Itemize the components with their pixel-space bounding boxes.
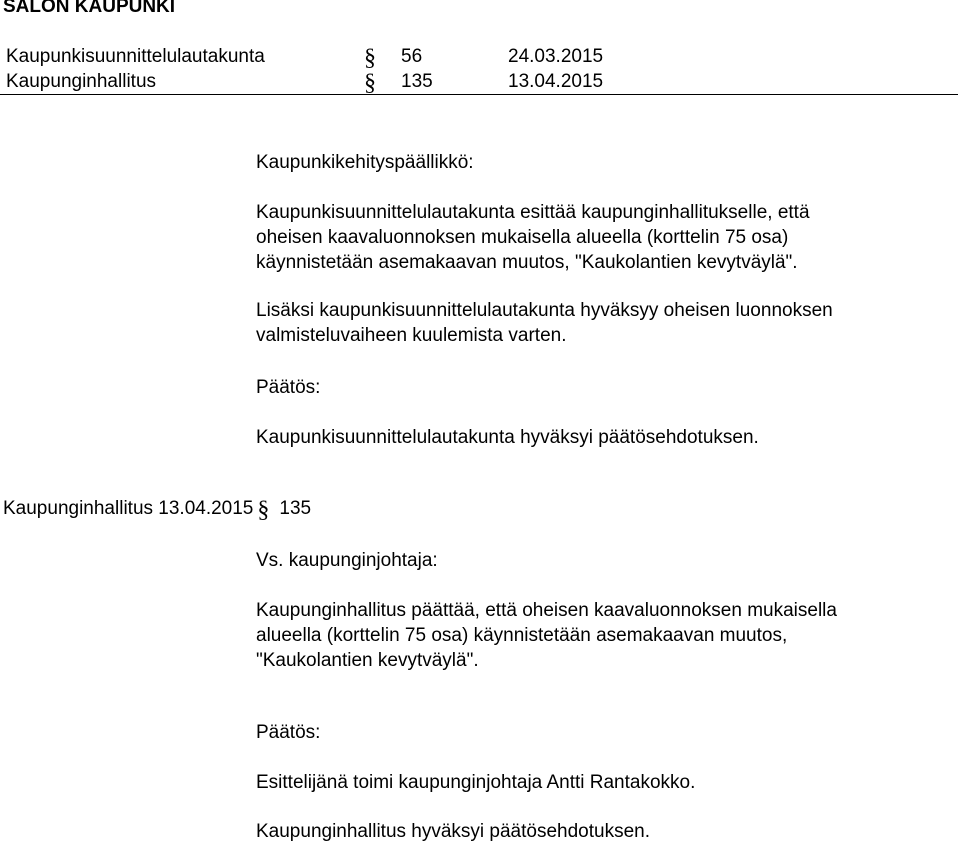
proposer-heading: Vs. kaupunginjohtaja: [256, 550, 438, 571]
preparer-heading: Kaupunkikehityspäällikkö: [256, 152, 474, 173]
board-section-number: 135 [279, 498, 312, 519]
section-sign-icon: § [257, 497, 270, 523]
header-date: 24.03.2015 [508, 46, 604, 67]
header-body-name: Kaupunkisuunnittelulautakunta [6, 46, 265, 67]
header-section-number: 135 [401, 71, 433, 92]
decision-text: Kaupunkisuunnittelulautakunta hyväksyi päätösehdotuksen. [256, 427, 759, 448]
decision-label: Päätös: [256, 377, 321, 398]
header-date: 13.04.2015 [508, 71, 604, 92]
organization-name: SALON KAUPUNKI [3, 0, 176, 17]
header-body-name: Kaupunginhallitus [6, 71, 157, 92]
decision-text: Kaupunginhallitus hyväksyi päätösehdotuksen. [256, 821, 650, 842]
section-sign-icon: § [364, 70, 376, 96]
board-section-body: Kaupunginhallitus 13.04.2015 [3, 498, 254, 519]
board-section-heading [3, 497, 312, 523]
section-sign-icon: § [364, 45, 376, 71]
header-divider [0, 94, 958, 95]
proposal-paragraph: Kaupunkisuunnittelulautakunta esittää kaupunginhallitukselle, että oheisen kaavaluonnoksen mukaisella alueella (korttelin 75 osa) käynnistetään asemakaavan muutos, "Kaukolantien kevytväylä". [256, 202, 810, 273]
header-section-number: 56 [401, 46, 423, 67]
note-text: Esittelijänä toimi kaupunginjohtaja Antti Rantakokko. [256, 772, 696, 793]
proposal-paragraph: Lisäksi kaupunkisuunnittelulautakunta hyväksyy oheisen luonnoksen valmisteluvaiheen kuulemista varten. [256, 300, 833, 346]
proposal-paragraph: Kaupunginhallitus päättää, että oheisen kaavaluonnoksen mukaisella alueella (korttelin 75 osa) käynnistetään asemakaavan muutos, "Kaukolantien kevytväylä". [256, 600, 837, 671]
decision-label: Päätös: [256, 722, 321, 743]
